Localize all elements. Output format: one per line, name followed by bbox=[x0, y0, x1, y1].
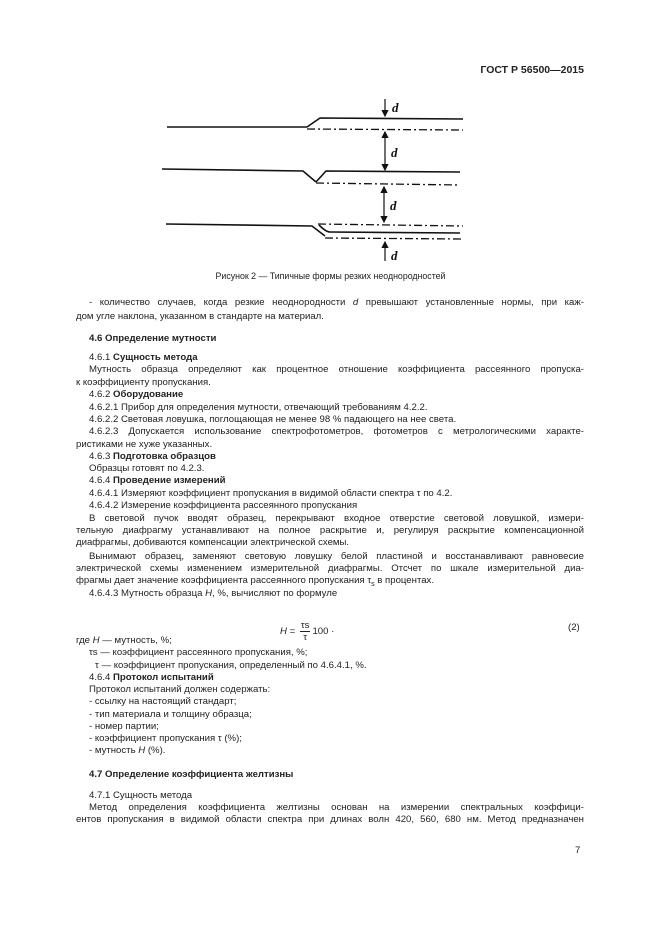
paragraph-line: Протокол испытаний должен содержать: bbox=[89, 684, 271, 695]
paragraph-line: Образцы готовят по 4.2.3. bbox=[89, 463, 205, 474]
label-d: d bbox=[391, 248, 398, 263]
paragraph-line: ентов пропускания в видимой области спектра при длинах волн 420, 560, 680 нм. Метод предназначен bbox=[76, 814, 584, 825]
label-d: d bbox=[392, 100, 399, 115]
subsection-heading: 4.7.1 Сущность метода bbox=[89, 790, 193, 801]
paragraph-line: диафрагмы, добиваются компенсации электрической схемы. bbox=[76, 537, 350, 548]
paragraph-line: 4.6.4.2 Измерение коэффициента рассеянного пропускания bbox=[89, 500, 358, 511]
paragraph-line: дом угле наклона, указанном в стандарте на материал. bbox=[76, 311, 324, 322]
where-line: τs — коэффициент рассеянного пропускания, %; bbox=[89, 647, 308, 658]
dimension-arrows bbox=[384, 99, 385, 261]
figure-2-diagram bbox=[0, 0, 661, 270]
label-d: d bbox=[391, 145, 398, 160]
figure-caption: Рисунок 2 — Типичные формы резких неоднородностей bbox=[215, 271, 446, 281]
paragraph-line: В световой пучок вводят образец, перекрывают входное отверстие световой ловушкой, измери- bbox=[89, 513, 584, 524]
paragraph-line: 4.6.2.1 Прибор для определения мутности, отвечающий требованиям 4.2.2. bbox=[89, 402, 428, 413]
list-item: - мутность H (%). bbox=[89, 745, 166, 756]
paragraph-line: 4.6.2.2 Световая ловушка, поглощающая не менее 98 % падающего на нее света. bbox=[89, 414, 457, 425]
list-item: - ссылку на настоящий стандарт; bbox=[89, 696, 237, 707]
profile-3 bbox=[166, 224, 463, 239]
paragraph-line: 4.6.4.3 Мутность образца H, %, вычисляют по формуле bbox=[89, 588, 338, 599]
paragraph-line: - количество случаев, когда резкие неоднородности d превышают установленные нормы, при каж- bbox=[89, 297, 584, 308]
subsection-heading: 4.6.3 Подготовка образцов bbox=[89, 451, 216, 462]
equation-number: (2) bbox=[568, 622, 580, 633]
paragraph-line: ристиками не хуже указанных. bbox=[76, 439, 213, 450]
paragraph-line: Вынимают образец, заменяют световую ловушку белой пластиной и восстанавливают равновесие bbox=[89, 551, 584, 562]
paragraph-line: электрической схемы изменением измерительной диафрагмы. Отсчет по шкале измерительной диа- bbox=[76, 563, 584, 574]
paragraph-line: фрагмы дает значение коэффициента рассеянного пропускания $\tau_s$ в процентах. bbox=[76, 575, 435, 588]
list-item: - коэффициент пропускания τ (%); bbox=[89, 733, 242, 744]
label-d: d bbox=[390, 198, 397, 213]
formula-2: H = $\frac{\tau s}{\tau}$ 100 · bbox=[280, 620, 335, 643]
paragraph-line: Мутность образца определяют как процентное отношение коэффициента рассеянного пропуска- bbox=[89, 364, 584, 375]
paragraph-line: тельную диафрагму устанавливают на полное раскрытие и, регулируя раскрытие компенсационной bbox=[76, 525, 584, 536]
profile-2 bbox=[162, 169, 460, 185]
subsection-heading: 4.6.1 Сущность метода bbox=[89, 352, 198, 363]
paragraph-line: Метод определения коэффициента желтизны основан на измерении спектральных коэффици- bbox=[89, 802, 584, 813]
paragraph-line: к коэффициенту пропускания. bbox=[76, 377, 211, 388]
paragraph-line: 4.6.2.3 Допускается использование спектрофотометров, фотометров с метрологическими характе- bbox=[89, 426, 584, 437]
profile-1 bbox=[167, 118, 463, 130]
subsection-heading: 4.6.2 Оборудование bbox=[89, 389, 184, 400]
list-item: - тип материала и толщину образца; bbox=[89, 709, 252, 720]
paragraph-line: 4.6.4.1 Измеряют коэффициент пропускания в видимой области спектра τ по 4.2. bbox=[89, 488, 453, 499]
section-heading-4-7: 4.7 Определение коэффициента желтизны bbox=[89, 769, 294, 780]
page-number: 7 bbox=[575, 845, 581, 856]
subsection-heading: 4.6.4 Проведение измерений bbox=[89, 475, 226, 486]
where-line: τ — коэффициент пропускания, определенный по 4.6.4.1, %. bbox=[95, 660, 367, 671]
where-line: где H — мутность, %; bbox=[76, 635, 172, 646]
standard-header: ГОСТ Р 56500—2015 bbox=[480, 64, 584, 76]
list-item: - номер партии; bbox=[89, 721, 159, 732]
subsection-heading: 4.6.4 Протокол испытаний bbox=[89, 672, 214, 683]
section-heading-4-6: 4.6 Определение мутности bbox=[89, 333, 217, 344]
